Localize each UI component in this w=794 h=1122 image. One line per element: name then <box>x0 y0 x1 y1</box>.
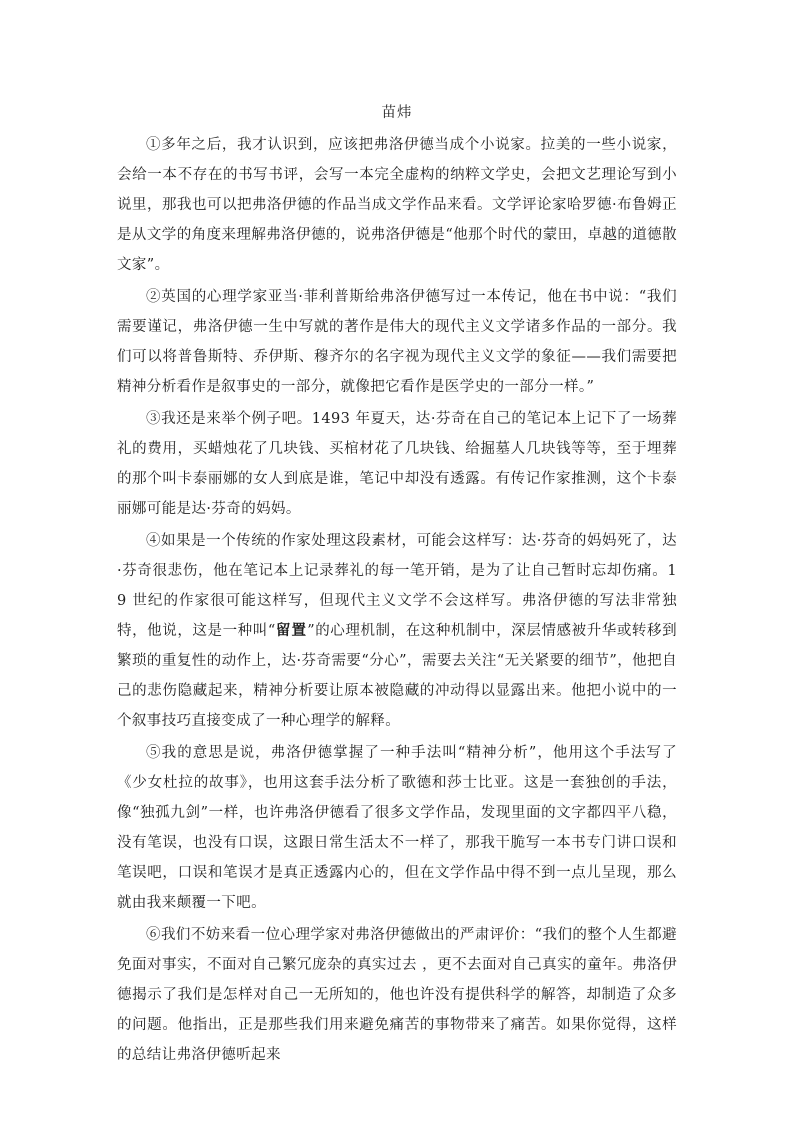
paragraph-4 <box>117 526 677 736</box>
emphasized-term: 留置 <box>275 623 308 639</box>
paragraph-2: ②英国的心理学家亚当·菲利普斯给弗洛伊德写过一本传记，他在书中说：“我们需要谨记，弗洛伊德一生中写就的著作是伟大的现代主义文学诸多作品的一部分。我们可以将普鲁斯特、乔伊斯、穆齐尔的名字视为现代主义文学的象征——我们需要把精神分析看作是叙事史的一部分，就像把它看作是医学史的一部分一样。” <box>117 289 677 395</box>
paragraph-4-text-after: ”的心理机制，在这种机制中，深层情感被升华或转移到繁琐的重复性的动作上，达·芬奇需要“分心”，需要去关注“无关紧要的细节”，他把自己的悲伤隐藏起来，精神分析要让原本被隐藏的冲动得以显露出来。他把小说中的一个叙事技巧直接变成了一种心理学的解释。 <box>117 623 678 729</box>
paragraph-3: ③我还是来举个例子吧。1493 年夏天，达·芬奇在自己的笔记本上记下了一场葬礼的费用，买蜡烛花了几块钱、买棺材花了几块钱、给掘墓人几块钱等等，至于埋葬的那个叫卡泰丽娜的女人到底是谁，笔记中却没有透露。有传记作家推测，这个卡泰丽娜可能是达·芬奇的妈妈。 <box>117 411 677 517</box>
author-name: 苗炜 <box>381 105 413 121</box>
paragraph-5: ⑤我的意思是说，弗洛伊德掌握了一种手法叫“精神分析”，他用这个手法写了《少女杜拉的故事》，也用这套手法分析了歌德和莎士比亚。这是一套独创的手法，像“独孤九剑”一样，也许弗洛伊德看了很多文学作品，发现里面的文字都四平八稳，没有笔误，也没有口误，这跟日常生活太不一样了，那我干脆写一本书专门讲口误和笔误吧，口误和笔误才是真正透露内心的，但在文学作品中得不到一点儿呈现，那么就由我来颠覆一下吧。 <box>117 745 677 911</box>
paragraph-4-text-before: ④如果是一个传统的作家处理这段素材，可能会这样写：达·芬奇的妈妈死了，达·芬奇很悲伤，他在笔记本上记录葬礼的每一笔开销，是为了让自己暂时忘却伤痛。19 世纪的作家很可能这样写，但现代主义文学不会这样写。弗洛伊德的写法非常独特，他说，这是一种叫“ <box>117 533 677 639</box>
paragraph-1: ①多年之后，我才认识到，应该把弗洛伊德当成个小说家。拉美的一些小说家，会给一本不存在的书写书评，会写一本完全虚构的纳粹文学史，会把文艺理论写到小说里，那我也可以把弗洛伊德的作品当成文学作品来看。文学评论家哈罗德·布鲁姆正是从文学的角度来理解弗洛伊德的，说弗洛伊德是“他那个时代的蒙田，卓越的道德散文家”。 <box>117 137 677 273</box>
paragraph-6: ⑥我们不妨来看一位心理学家对弗洛伊德做出的严肃评价：“我们的整个人生都避免面对事实，不面对自己繁冗庞杂的真实过去 ，更不去面对自己真实的童年。弗洛伊德揭示了我们是怎样对自己一无所知的，他也许没有提供科学的解答，却制造了众多的问题。他指出，正是那些我们用来避免痛苦的事物带来了痛苦。如果你觉得，这样的总结让弗洛伊德听起来 <box>117 927 677 1063</box>
